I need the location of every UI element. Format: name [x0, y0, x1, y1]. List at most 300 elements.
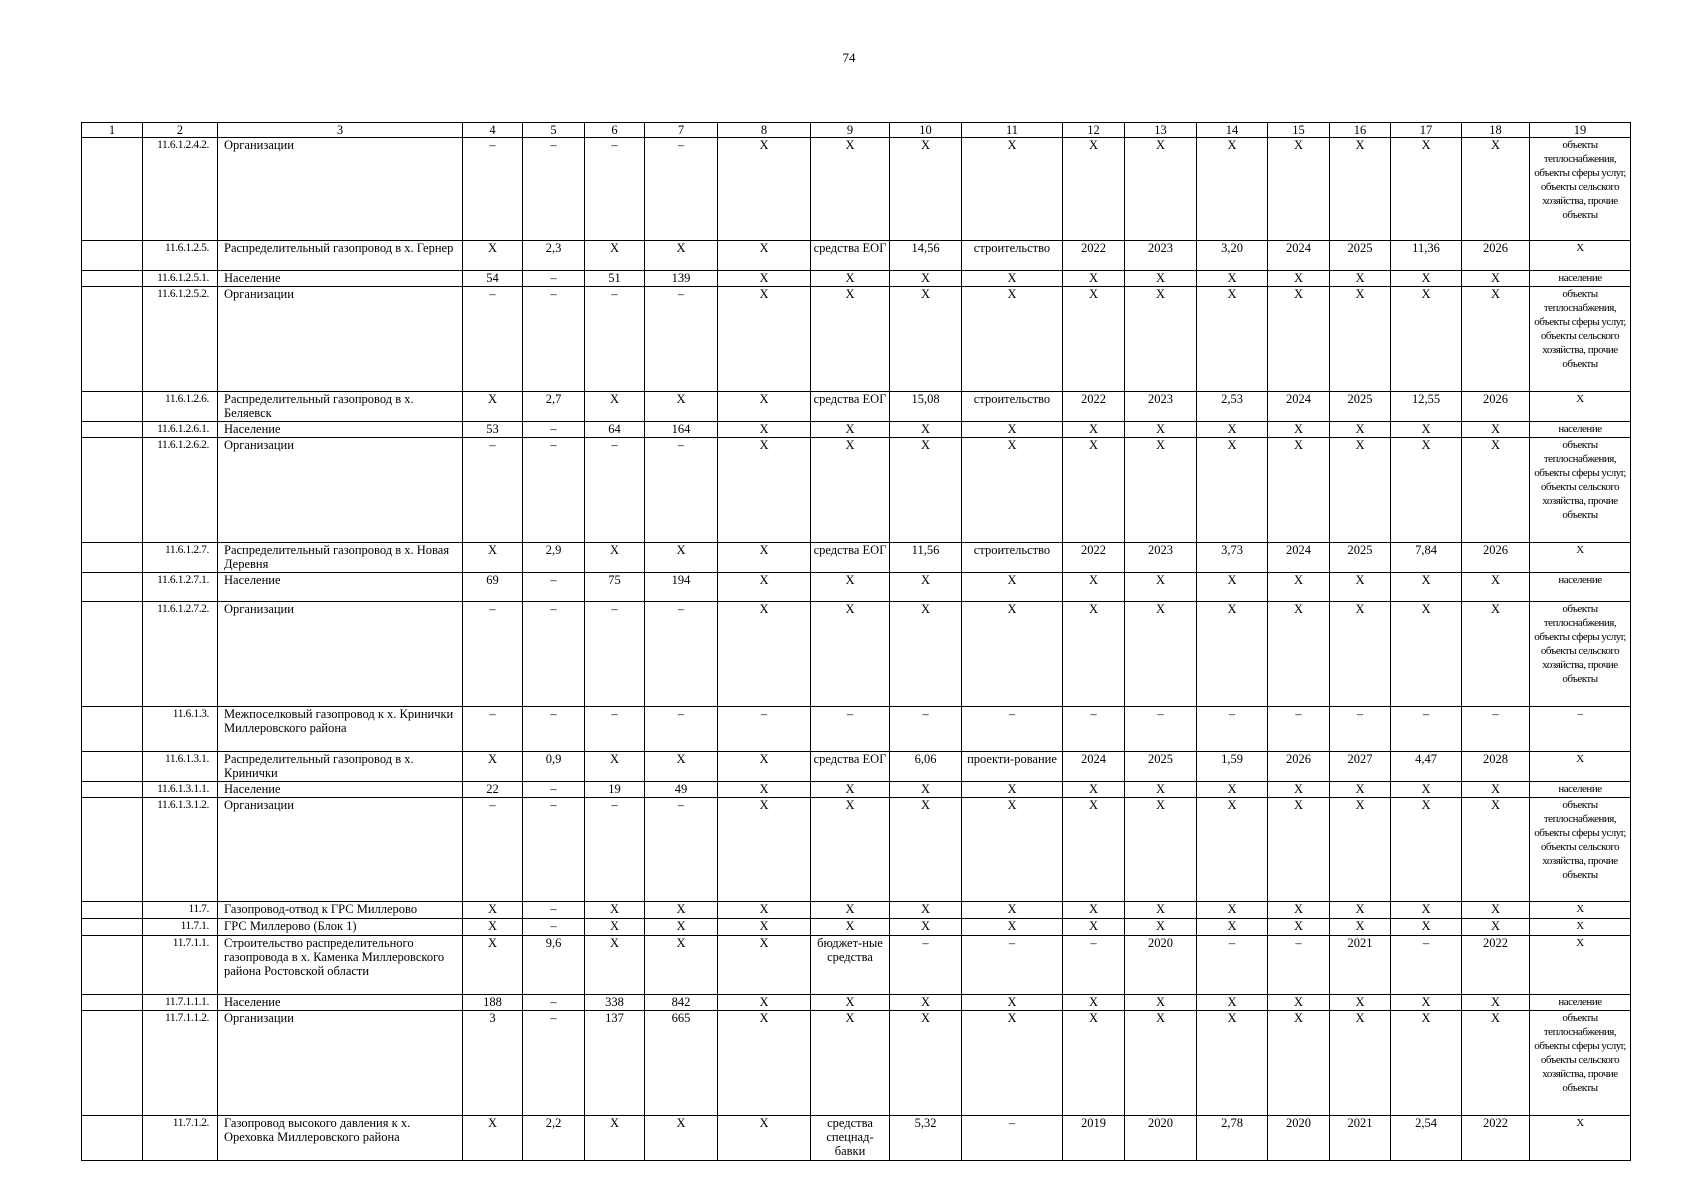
table-cell: 75 [585, 573, 645, 602]
table-cell [82, 271, 143, 287]
table-cell: Х [811, 422, 890, 438]
table-cell: Х [1063, 573, 1125, 602]
table-cell: Х [1125, 438, 1197, 543]
table-cell: Х [718, 287, 811, 392]
row-number: 11.6.1.2.6.2. [143, 438, 218, 543]
table-cell: Х [463, 919, 523, 936]
table-cell: – [645, 602, 718, 707]
table-cell: – [463, 287, 523, 392]
table-row [82, 438, 1631, 543]
table-cell: 2022 [1462, 1116, 1530, 1161]
table-cell: Х [1197, 573, 1268, 602]
table-cell: Х [585, 919, 645, 936]
table-cell: Х [463, 936, 523, 995]
column-header: 11 [962, 123, 1063, 138]
table-row [82, 936, 1631, 995]
row-name: Население [218, 271, 463, 287]
column-header: 10 [890, 123, 962, 138]
table-cell: Х [718, 752, 811, 782]
table-cell: Х [1268, 782, 1330, 798]
table-cell: – [523, 138, 585, 241]
row-name: Организации [218, 438, 463, 543]
table-cell: Х [962, 995, 1063, 1011]
table-cell: Х [1125, 573, 1197, 602]
table-cell [82, 798, 143, 902]
table-cell: – [585, 287, 645, 392]
table-cell: 2024 [1268, 392, 1330, 422]
table-cell: Х [962, 1011, 1063, 1116]
table-cell: Х [463, 392, 523, 422]
table-cell: Х [1125, 902, 1197, 919]
table-cell: Х [1391, 1011, 1462, 1116]
table-cell: Х [585, 936, 645, 995]
table-cell: Х [1462, 798, 1530, 902]
table-cell: Х [1268, 902, 1330, 919]
table-cell: 2022 [1063, 392, 1125, 422]
table-cell: 2024 [1063, 752, 1125, 782]
table-cell: Х [811, 919, 890, 936]
table-cell: Х [1063, 902, 1125, 919]
table-cell: Х [1268, 602, 1330, 707]
table-row [82, 392, 1631, 422]
table-cell: население [1530, 422, 1631, 438]
table-cell: Х [1391, 573, 1462, 602]
table-cell [82, 422, 143, 438]
table-cell [82, 602, 143, 707]
table-cell: Х [1063, 138, 1125, 241]
table-cell: Х [645, 902, 718, 919]
table-cell: 2022 [1462, 936, 1530, 995]
table-cell: Х [890, 902, 962, 919]
table-cell: средства ЕОГ [811, 543, 890, 573]
table-cell: 2023 [1125, 392, 1197, 422]
table-cell: – [463, 707, 523, 752]
table-cell: 2025 [1330, 241, 1391, 271]
table-cell: – [463, 138, 523, 241]
column-header: 9 [811, 123, 890, 138]
table-cell: Х [962, 902, 1063, 919]
page-number: 74 [842, 50, 856, 65]
row-number: 11.6.1.3.1.2. [143, 798, 218, 902]
table-cell: Х [1330, 602, 1391, 707]
table-cell: Х [1125, 422, 1197, 438]
table-cell: Х [962, 919, 1063, 936]
table-cell: Х [718, 543, 811, 573]
table-cell: – [645, 287, 718, 392]
table-cell: – [1125, 707, 1197, 752]
table-cell: Х [1197, 782, 1268, 798]
row-name: Организации [218, 287, 463, 392]
table-cell: 188 [463, 995, 523, 1011]
table-cell: – [962, 707, 1063, 752]
table-cell: – [463, 438, 523, 543]
table-cell [82, 707, 143, 752]
table-cell: 2028 [1462, 752, 1530, 782]
table-cell: Х [811, 782, 890, 798]
table-cell: – [962, 936, 1063, 995]
table-cell: 2,53 [1197, 392, 1268, 422]
table-cell: 2019 [1063, 1116, 1125, 1161]
table-cell: Х [718, 241, 811, 271]
table-cell: Х [1462, 902, 1530, 919]
table-cell: – [523, 707, 585, 752]
table-cell: Х [962, 271, 1063, 287]
row-number: 11.6.1.3.1. [143, 752, 218, 782]
table-cell: Х [1462, 287, 1530, 392]
table-cell: – [523, 798, 585, 902]
row-name: Распределительный газопровод в х. Кринички [218, 752, 463, 782]
table-cell: Х [1063, 919, 1125, 936]
table-cell: 194 [645, 573, 718, 602]
table-cell: 2020 [1268, 1116, 1330, 1161]
table-cell: Х [718, 782, 811, 798]
table-cell: – [1330, 707, 1391, 752]
table-cell: – [890, 707, 962, 752]
table-row [82, 543, 1631, 573]
table-cell: 2026 [1462, 543, 1530, 573]
table-cell: – [1063, 707, 1125, 752]
table-cell: Х [1197, 798, 1268, 902]
table-cell: 51 [585, 271, 645, 287]
table-cell: 2026 [1462, 241, 1530, 271]
table-cell: Х [1268, 1011, 1330, 1116]
table-cell: объекты теплоснабжения, объекты сферы услуг, объекты сельского хозяйства, прочие объекты [1530, 287, 1631, 392]
table-cell: Х [1125, 1011, 1197, 1116]
table-row [82, 782, 1631, 798]
table-cell: Х [811, 138, 890, 241]
table-cell: 2,9 [523, 543, 585, 573]
table-cell [82, 1011, 143, 1116]
table-cell: Х [1330, 573, 1391, 602]
row-name: Организации [218, 138, 463, 241]
table-cell: Х [962, 573, 1063, 602]
row-number: 11.6.1.2.4.2. [143, 138, 218, 241]
row-number: 11.6.1.2.7.2. [143, 602, 218, 707]
table-cell: Х [585, 902, 645, 919]
table-cell: Х [890, 782, 962, 798]
table-row [82, 271, 1631, 287]
table-cell: Х [1462, 782, 1530, 798]
table-cell: Х [1462, 438, 1530, 543]
row-name: Население [218, 782, 463, 798]
table-cell: 2026 [1268, 752, 1330, 782]
column-header: 1 [82, 123, 143, 138]
table-cell: 19 [585, 782, 645, 798]
table-cell: 12,55 [1391, 392, 1462, 422]
table-cell [82, 573, 143, 602]
row-number: 11.7.1.2. [143, 1116, 218, 1161]
table-cell: 1,59 [1197, 752, 1268, 782]
table-cell: Х [1330, 919, 1391, 936]
table-cell: 2024 [1268, 543, 1330, 573]
table-cell: Х [585, 392, 645, 422]
table-cell: Х [811, 995, 890, 1011]
table-cell: Х [1330, 902, 1391, 919]
table-cell: Х [463, 752, 523, 782]
table-cell: – [1391, 936, 1462, 995]
column-header: 6 [585, 123, 645, 138]
table-cell: Х [1125, 271, 1197, 287]
table-cell: Х [811, 287, 890, 392]
table-cell [82, 287, 143, 392]
table-cell: Х [811, 902, 890, 919]
table-cell: Х [1530, 919, 1631, 936]
table-cell: – [1530, 707, 1631, 752]
table-cell: Х [890, 138, 962, 241]
row-number: 11.6.1.2.5.1. [143, 271, 218, 287]
table-cell: 49 [645, 782, 718, 798]
table-cell: Х [1063, 602, 1125, 707]
table-cell: 3 [463, 1011, 523, 1116]
table-cell: – [811, 707, 890, 752]
table-cell: – [523, 1011, 585, 1116]
table-cell: Х [890, 271, 962, 287]
table-cell: Х [463, 543, 523, 573]
table-cell: Х [962, 602, 1063, 707]
table-cell: Х [1125, 287, 1197, 392]
table-cell: – [1268, 707, 1330, 752]
column-header: 2 [143, 123, 218, 138]
table-cell: строительство [962, 543, 1063, 573]
table-cell: Х [962, 138, 1063, 241]
table-cell: Х [1197, 287, 1268, 392]
table-cell: Х [1391, 902, 1462, 919]
table-cell: 2024 [1268, 241, 1330, 271]
table-cell: проекти-рование [962, 752, 1063, 782]
table-cell: Х [890, 422, 962, 438]
table-cell: Х [811, 602, 890, 707]
table-cell: Х [890, 798, 962, 902]
table-cell: Х [645, 543, 718, 573]
table-cell: 2023 [1125, 241, 1197, 271]
table-cell: – [523, 602, 585, 707]
table-cell: Х [645, 919, 718, 936]
table-cell: Х [890, 287, 962, 392]
table-cell: Х [811, 438, 890, 543]
table-cell: 9,6 [523, 936, 585, 995]
table-cell: 0,9 [523, 752, 585, 782]
table-cell: 842 [645, 995, 718, 1011]
row-name: Организации [218, 602, 463, 707]
table-cell: Х [1063, 782, 1125, 798]
table-cell: Х [811, 271, 890, 287]
table-cell: Х [1330, 438, 1391, 543]
table-cell: Х [1391, 271, 1462, 287]
row-number: 11.6.1.2.6.1. [143, 422, 218, 438]
table-cell: Х [962, 798, 1063, 902]
table-cell: Х [1268, 271, 1330, 287]
table-cell: Х [890, 995, 962, 1011]
table-cell: Х [1268, 798, 1330, 902]
table-cell: Х [890, 919, 962, 936]
table-cell: Х [890, 438, 962, 543]
table-cell: Х [811, 1011, 890, 1116]
table-cell: – [523, 902, 585, 919]
row-name: Население [218, 995, 463, 1011]
column-header: 12 [1063, 123, 1125, 138]
column-header: 8 [718, 123, 811, 138]
table-cell: – [890, 936, 962, 995]
row-number: 11.6.1.2.7. [143, 543, 218, 573]
table-cell: 2025 [1330, 543, 1391, 573]
table-cell: Х [463, 241, 523, 271]
table-cell [82, 438, 143, 543]
table-cell: 4,47 [1391, 752, 1462, 782]
table-cell: – [523, 919, 585, 936]
table-cell: 5,32 [890, 1116, 962, 1161]
table-cell: Х [718, 573, 811, 602]
row-number: 11.7.1.1.1. [143, 995, 218, 1011]
table-cell: объекты теплоснабжения, объекты сферы услуг, объекты сельского хозяйства, прочие объекты [1530, 602, 1631, 707]
table-cell: 2022 [1063, 543, 1125, 573]
row-number: 11.6.1.2.6. [143, 392, 218, 422]
table-cell: – [523, 422, 585, 438]
table-cell: – [645, 138, 718, 241]
table-cell: Х [1462, 1011, 1530, 1116]
table-cell: Х [1530, 936, 1631, 995]
table-cell: 69 [463, 573, 523, 602]
table-cell: Х [1125, 782, 1197, 798]
table-cell: Х [1197, 271, 1268, 287]
table-cell: 2023 [1125, 543, 1197, 573]
table-cell: Х [718, 422, 811, 438]
table-cell: Х [1530, 752, 1631, 782]
table-cell: Х [1462, 919, 1530, 936]
row-name: Газопровод высокого давления к х. Ореховка Миллеровского района [218, 1116, 463, 1161]
column-header: 4 [463, 123, 523, 138]
row-name: Население [218, 573, 463, 602]
row-number: 11.7.1. [143, 919, 218, 936]
table-cell: Х [1268, 573, 1330, 602]
table-cell: строительство [962, 392, 1063, 422]
table-cell: Х [1063, 1011, 1125, 1116]
row-name: Организации [218, 798, 463, 902]
table-cell: 2,3 [523, 241, 585, 271]
table-cell: Х [1330, 798, 1391, 902]
table-cell: 2027 [1330, 752, 1391, 782]
table-cell: 2,2 [523, 1116, 585, 1161]
table-cell: 6,06 [890, 752, 962, 782]
table-cell: Х [1462, 138, 1530, 241]
table-cell: Х [585, 752, 645, 782]
table-cell: Х [1462, 602, 1530, 707]
table-cell: – [523, 287, 585, 392]
table-cell: 164 [645, 422, 718, 438]
table-row [82, 707, 1631, 752]
table-cell: Х [1125, 138, 1197, 241]
table-cell: Х [1063, 422, 1125, 438]
row-name: Строительство распределительного газопровода в х. Каменка Миллеровского района Ростовской области [218, 936, 463, 995]
table-cell: 14,56 [890, 241, 962, 271]
row-number: 11.6.1.2.5.2. [143, 287, 218, 392]
table-row [82, 1011, 1631, 1116]
table-cell: 2,54 [1391, 1116, 1462, 1161]
table-cell [82, 138, 143, 241]
table-cell: Х [1197, 902, 1268, 919]
table-cell: Х [1268, 422, 1330, 438]
table-cell: Х [1197, 422, 1268, 438]
table-cell: население [1530, 782, 1631, 798]
table-cell: – [523, 271, 585, 287]
column-header: 16 [1330, 123, 1391, 138]
table-cell: Х [1391, 995, 1462, 1011]
table-cell: 11,56 [890, 543, 962, 573]
data-table [81, 122, 1631, 1161]
table-cell: – [1268, 936, 1330, 995]
table-cell: Х [1391, 602, 1462, 707]
table-cell: Х [1063, 798, 1125, 902]
row-number: 11.6.1.3.1.1. [143, 782, 218, 798]
table-cell: Х [1063, 438, 1125, 543]
column-header: 18 [1462, 123, 1530, 138]
table-cell: Х [718, 271, 811, 287]
table-cell: Х [1330, 271, 1391, 287]
table-row [82, 798, 1631, 902]
table-cell: Х [962, 782, 1063, 798]
table-cell: 2026 [1462, 392, 1530, 422]
table-cell [82, 241, 143, 271]
table-cell: – [523, 438, 585, 543]
table-cell: Х [1268, 919, 1330, 936]
table-cell: – [523, 573, 585, 602]
table-cell: объекты теплоснабжения, объекты сферы услуг, объекты сельского хозяйства, прочие объекты [1530, 138, 1631, 241]
table-cell: Х [962, 287, 1063, 392]
table-cell: Х [1197, 1011, 1268, 1116]
table-cell: строительство [962, 241, 1063, 271]
header-row [82, 123, 1631, 138]
table-cell [82, 543, 143, 573]
table-cell: средства спецнад-бавки [811, 1116, 890, 1161]
table-cell: Х [1063, 287, 1125, 392]
table-cell: 139 [645, 271, 718, 287]
table-cell: Х [1268, 438, 1330, 543]
row-number: 11.6.1.2.5. [143, 241, 218, 271]
table-cell: объекты теплоснабжения, объекты сферы услуг, объекты сельского хозяйства, прочие объекты [1530, 1011, 1631, 1116]
table-cell: Х [718, 936, 811, 995]
table-cell: – [463, 602, 523, 707]
table-cell: 3,20 [1197, 241, 1268, 271]
table-cell: средства ЕОГ [811, 241, 890, 271]
row-name: Организации [218, 1011, 463, 1116]
row-name: Распределительный газопровод в х. Гернер [218, 241, 463, 271]
table-cell: Х [1391, 798, 1462, 902]
table-cell: население [1530, 995, 1631, 1011]
table-cell: 2025 [1125, 752, 1197, 782]
table-cell: Х [1530, 543, 1631, 573]
table-row [82, 752, 1631, 782]
table-cell [82, 919, 143, 936]
table-cell: Х [1125, 995, 1197, 1011]
table-cell: бюджет-ные средства [811, 936, 890, 995]
table-cell: Х [718, 138, 811, 241]
table-cell: Х [1268, 138, 1330, 241]
table-cell [82, 936, 143, 995]
table-cell: – [463, 798, 523, 902]
row-number: 11.7. [143, 902, 218, 919]
table-cell: Х [1330, 422, 1391, 438]
column-header: 7 [645, 123, 718, 138]
table-cell: 54 [463, 271, 523, 287]
table-row [82, 919, 1631, 936]
table-cell: 2025 [1330, 392, 1391, 422]
table-cell [82, 752, 143, 782]
table-cell: Х [718, 438, 811, 543]
table-cell: 64 [585, 422, 645, 438]
table-cell: Х [811, 573, 890, 602]
row-name: Население [218, 422, 463, 438]
table-cell: Х [1125, 602, 1197, 707]
table-cell: – [585, 707, 645, 752]
